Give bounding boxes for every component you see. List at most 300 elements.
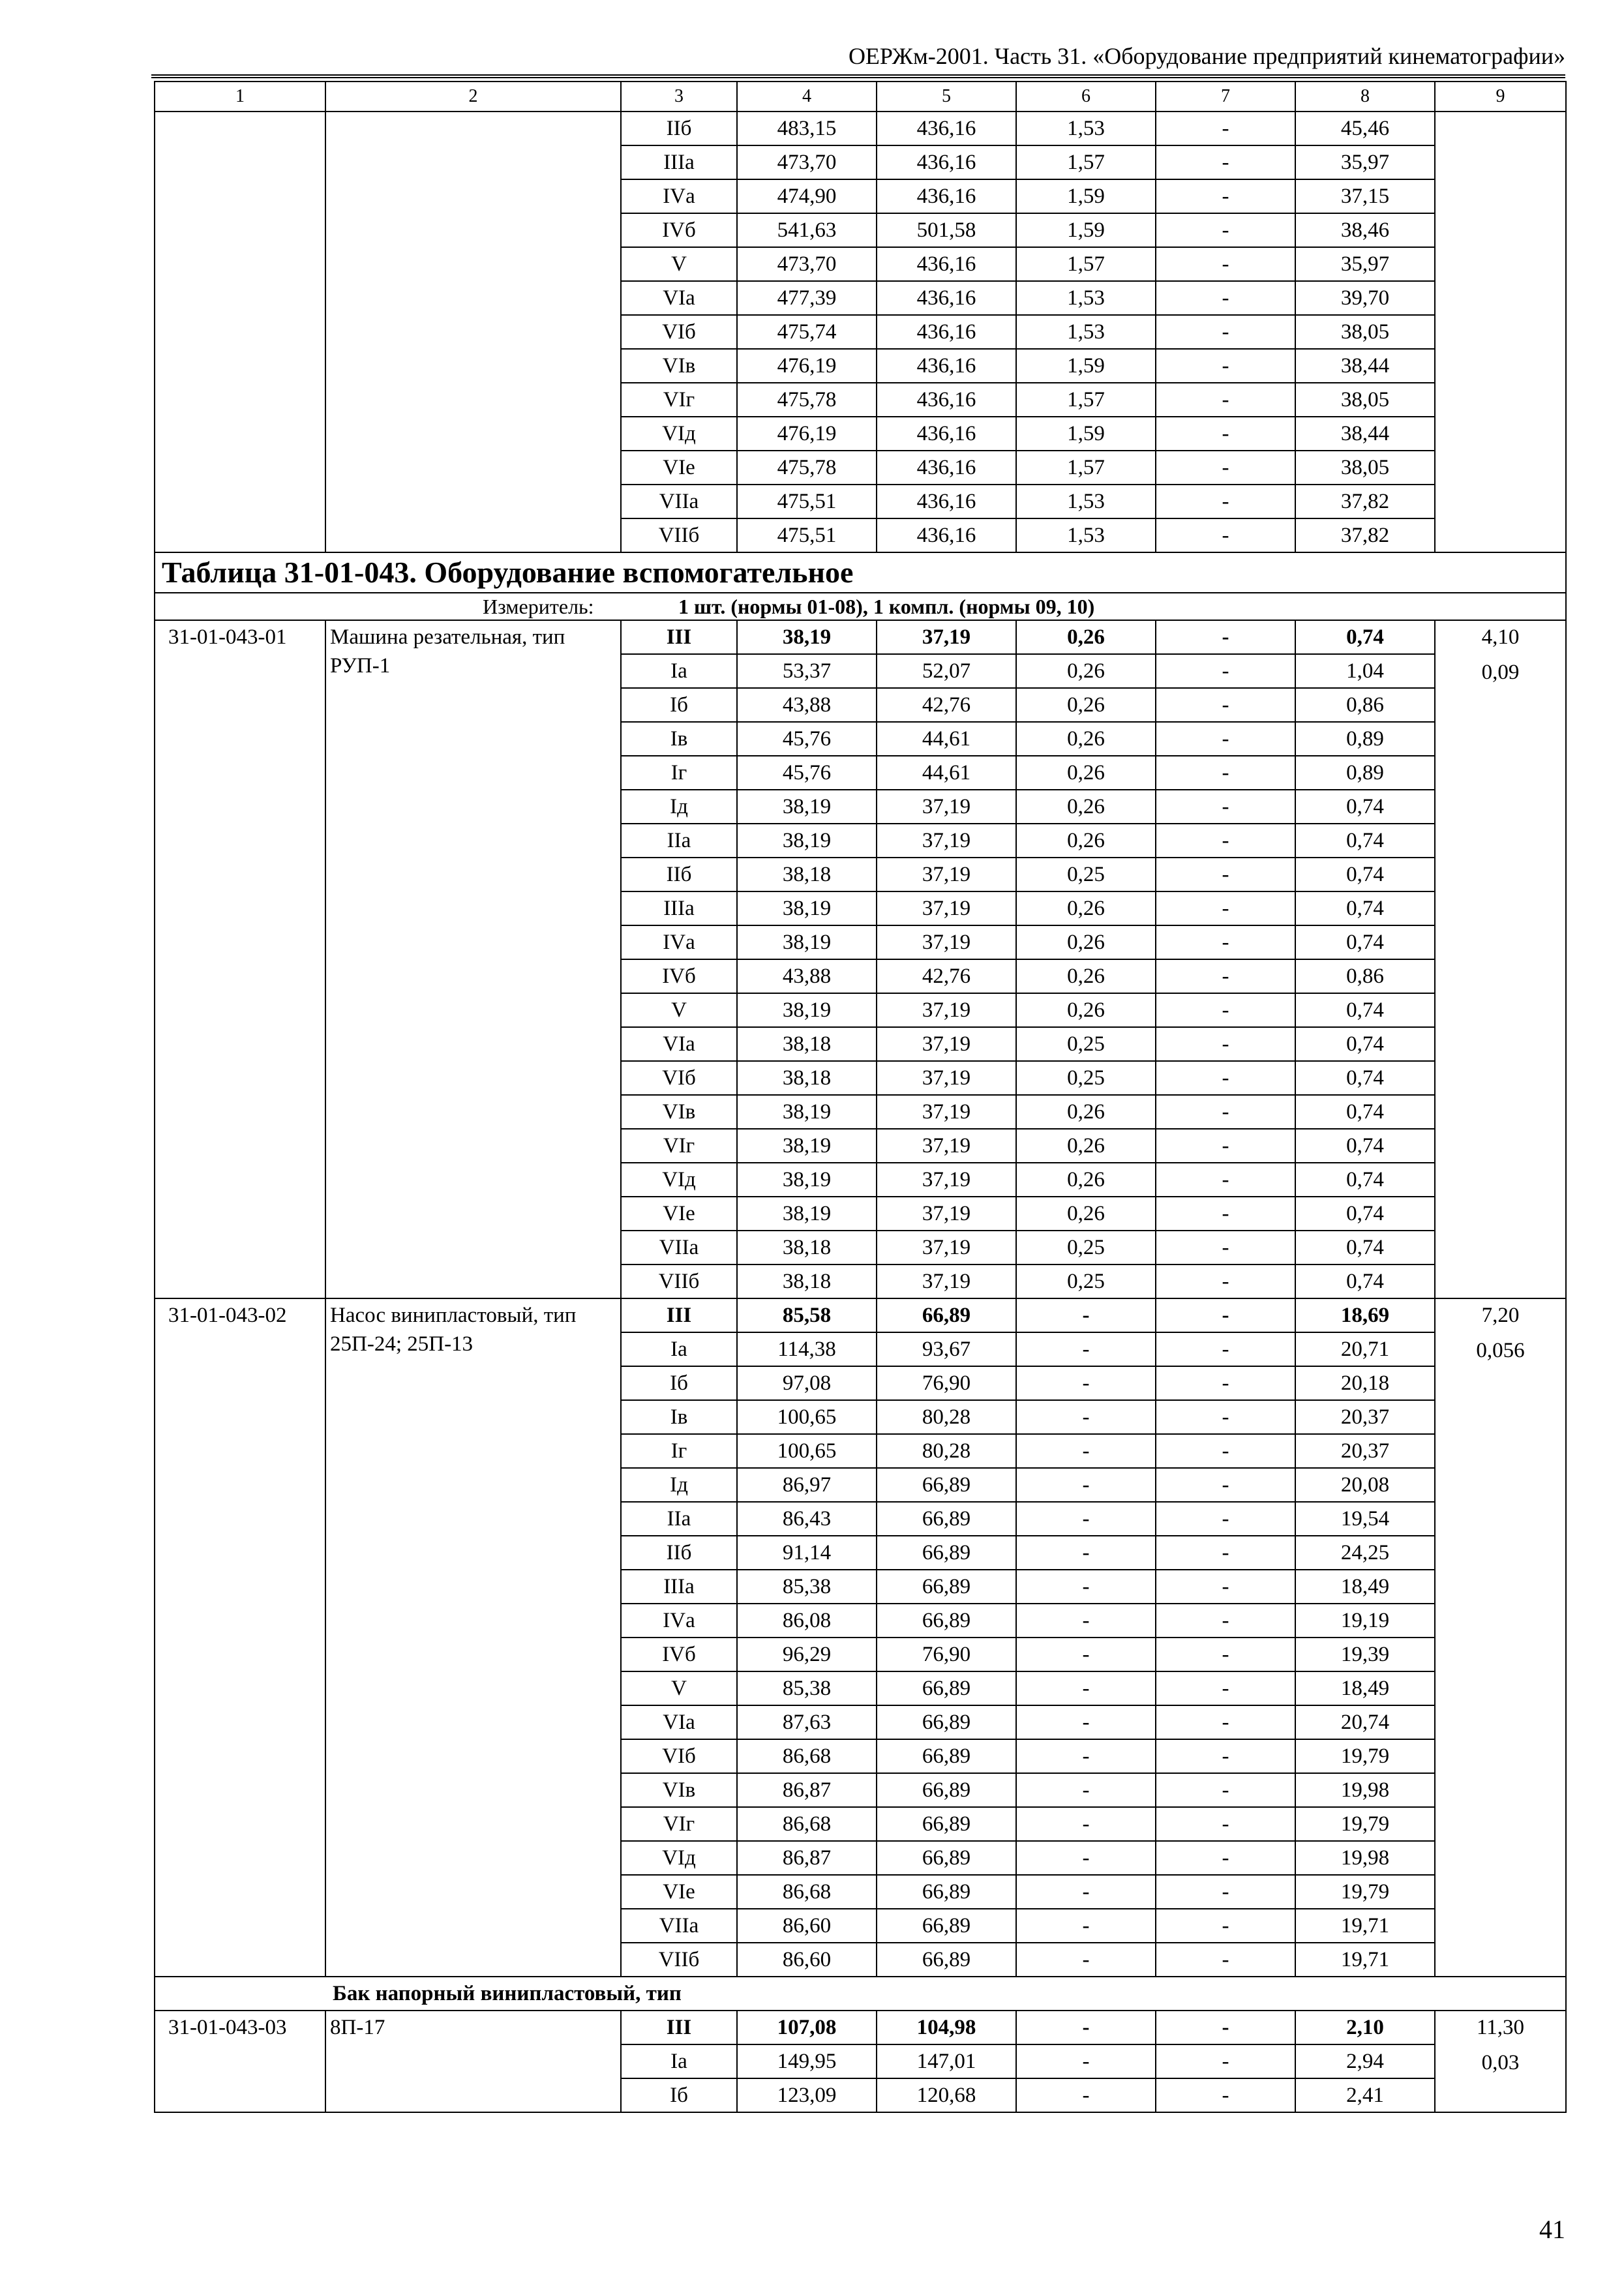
table-cell: 38,19 (737, 1163, 877, 1197)
table-cell: 475,78 (737, 383, 877, 417)
table-cell: 37,19 (877, 891, 1016, 925)
table-cell: 38,19 (737, 790, 877, 824)
table-cell: 45,46 (1295, 112, 1435, 145)
table-cell: Iд (621, 1468, 737, 1502)
table-cell: 38,19 (737, 891, 877, 925)
table-cell: 0,74 (1295, 1027, 1435, 1061)
table-cell: 85,38 (737, 1671, 877, 1705)
table-cell: 1,59 (1016, 349, 1156, 383)
table-cell: 436,16 (877, 179, 1016, 213)
table-cell: 20,37 (1295, 1434, 1435, 1468)
table-cell: - (1016, 1705, 1156, 1739)
table-cell: 20,71 (1295, 1332, 1435, 1366)
table-row (155, 620, 1566, 654)
table-cell: 1,53 (1016, 315, 1156, 349)
table-cell: - (1156, 1298, 1295, 1332)
table-cell: - (1156, 315, 1295, 349)
table-cell: - (1016, 1909, 1156, 1943)
table-cell: 0,26 (1016, 688, 1156, 722)
table-cell: VIа (621, 1027, 737, 1061)
table-cell: - (1016, 1943, 1156, 1977)
table-cell: VIIа (621, 1909, 737, 1943)
table-cell: 0,74 (1295, 993, 1435, 1027)
table-cell: - (1156, 1604, 1295, 1638)
table-cell: 1,04 (1295, 654, 1435, 688)
table-cell: - (1156, 1332, 1295, 1366)
table-cell: VIг (621, 1807, 737, 1841)
table-cell: 0,74 (1295, 1231, 1435, 1264)
table-cell: 37,19 (877, 1197, 1016, 1231)
page-number: 41 (1539, 2215, 1565, 2244)
table-cell: 0,86 (1295, 959, 1435, 993)
table-cell: 436,16 (877, 145, 1016, 179)
table-cell: VIг (621, 383, 737, 417)
table-cell: - (1016, 1875, 1156, 1909)
table-cell: III (621, 620, 737, 654)
table-cell: 38,44 (1295, 349, 1435, 383)
table-cell: - (1156, 1943, 1295, 1977)
table-cell: - (1156, 620, 1295, 654)
table-cell: Iг (621, 1434, 737, 1468)
table-cell: 19,54 (1295, 1502, 1435, 1536)
table-cell: - (1156, 1705, 1295, 1739)
table-cell: - (1156, 1536, 1295, 1570)
column-9-value: 0,09 (1481, 661, 1520, 684)
table-cell: - (1156, 654, 1295, 688)
table-cell: 38,18 (737, 1264, 877, 1298)
table-cell: - (1156, 722, 1295, 756)
column-number: 5 (877, 82, 1016, 112)
table-cell: VIв (621, 1773, 737, 1807)
table-cell: 37,19 (877, 993, 1016, 1027)
table-cell: Iб (621, 1366, 737, 1400)
table-cell: 0,26 (1016, 620, 1156, 654)
table-cell: 436,16 (877, 247, 1016, 281)
table-cell: 45,76 (737, 756, 877, 790)
table-cell: - (1156, 1875, 1295, 1909)
table-cell: 104,98 (877, 2011, 1016, 2044)
table-cell: 66,89 (877, 1671, 1016, 1705)
table-cell: VIд (621, 1163, 737, 1197)
table-cell: - (1156, 518, 1295, 552)
table-cell: - (1156, 1841, 1295, 1875)
table-cell: 86,97 (737, 1468, 877, 1502)
table-cell: 66,89 (877, 1909, 1016, 1943)
table-cell: - (1156, 1570, 1295, 1604)
table-cell: 35,97 (1295, 145, 1435, 179)
table-cell: 120,68 (877, 2078, 1016, 2112)
table-cell: IVб (621, 959, 737, 993)
rate-name: Машина резательная, тип РУП-1 (325, 620, 621, 1298)
table-cell: 86,60 (737, 1943, 877, 1977)
table-cell: IIа (621, 1502, 737, 1536)
table-cell: V (621, 1671, 737, 1705)
empty-name-cell (325, 112, 621, 552)
table-cell: VIг (621, 1129, 737, 1163)
table-row (155, 1298, 1566, 1332)
column-number: 9 (1435, 82, 1566, 112)
table-cell: - (1016, 1366, 1156, 1400)
table-cell: - (1156, 145, 1295, 179)
table-cell: 475,74 (737, 315, 877, 349)
table-cell: VIд (621, 417, 737, 451)
table-cell: VIIа (621, 485, 737, 518)
table-cell: 38,19 (737, 1095, 877, 1129)
column-number-row (155, 82, 1566, 112)
empty-code-cell (155, 112, 325, 552)
table-cell: 52,07 (877, 654, 1016, 688)
table-cell: 473,70 (737, 247, 877, 281)
rate-code: 31-01-043-03 (155, 2011, 325, 2112)
table-cell: 0,25 (1016, 858, 1156, 891)
table-cell: 0,25 (1016, 1061, 1156, 1095)
table-cell: - (1016, 1671, 1156, 1705)
table-cell: 0,25 (1016, 1264, 1156, 1298)
table-cell: 0,74 (1295, 858, 1435, 891)
table-cell: - (1016, 2011, 1156, 2044)
table-cell: 86,87 (737, 1841, 877, 1875)
column-9-value: 0,056 (1476, 1339, 1525, 1362)
table-cell: 86,68 (737, 1875, 877, 1909)
table-cell: 1,59 (1016, 417, 1156, 451)
table-cell: 42,76 (877, 959, 1016, 993)
column-9-value: 7,20 (1481, 1304, 1520, 1327)
table-cell: - (1016, 1841, 1156, 1875)
table-cell: 39,70 (1295, 281, 1435, 315)
table-cell: IVа (621, 1604, 737, 1638)
table-cell: - (1156, 1807, 1295, 1841)
header-rule (151, 77, 1565, 78)
table-cell: - (1016, 1570, 1156, 1604)
table-cell: - (1016, 1739, 1156, 1773)
table-cell: 66,89 (877, 1705, 1016, 1739)
table-cell: - (1156, 858, 1295, 891)
table-cell: - (1156, 790, 1295, 824)
table-cell: 436,16 (877, 112, 1016, 145)
table-cell: 86,68 (737, 1739, 877, 1773)
table-cell: - (1156, 1129, 1295, 1163)
table-cell: 86,68 (737, 1807, 877, 1841)
table-cell: 0,74 (1295, 1264, 1435, 1298)
table-cell: 19,98 (1295, 1773, 1435, 1807)
column-number: 3 (621, 82, 737, 112)
table-cell: 18,49 (1295, 1570, 1435, 1604)
table-cell: 91,14 (737, 1536, 877, 1570)
table-cell: 0,86 (1295, 688, 1435, 722)
table-cell: 0,74 (1295, 1197, 1435, 1231)
table-cell: 97,08 (737, 1366, 877, 1400)
table-cell: 1,57 (1016, 145, 1156, 179)
table-cell: 66,89 (877, 1943, 1016, 1977)
table-cell: 0,26 (1016, 722, 1156, 756)
table-cell: 436,16 (877, 315, 1016, 349)
table-cell: 1,59 (1016, 179, 1156, 213)
subheading-cell (155, 1977, 1566, 2011)
table-cell: 0,74 (1295, 1163, 1435, 1197)
table-cell: - (1156, 1638, 1295, 1671)
table-cell: 44,61 (877, 722, 1016, 756)
table-cell: 24,25 (1295, 1536, 1435, 1570)
table-cell: - (1156, 213, 1295, 247)
table-cell: 147,01 (877, 2044, 1016, 2078)
table-cell: - (1156, 1197, 1295, 1231)
table-cell: - (1156, 417, 1295, 451)
table-cell: 43,88 (737, 688, 877, 722)
table-cell: 436,16 (877, 349, 1016, 383)
measure-row (155, 593, 1566, 620)
table-cell: 474,90 (737, 179, 877, 213)
table-cell: 0,74 (1295, 925, 1435, 959)
table-cell: IIб (621, 112, 737, 145)
table-cell: 20,18 (1295, 1366, 1435, 1400)
table-cell: 86,60 (737, 1909, 877, 1943)
table-cell: 0,25 (1016, 1231, 1156, 1264)
rate-code: 31-01-043-02 (155, 1298, 325, 1977)
table-cell: 475,51 (737, 518, 877, 552)
table-cell: VIе (621, 451, 737, 485)
table-cell: VIд (621, 1841, 737, 1875)
table-cell: 93,67 (877, 1332, 1016, 1366)
table-cell: III (621, 1298, 737, 1332)
table-cell: Iв (621, 722, 737, 756)
table-cell: 0,74 (1295, 824, 1435, 858)
column-9-value: 4,10 (1481, 625, 1520, 649)
table-cell: IIIа (621, 145, 737, 179)
column-number: 8 (1295, 82, 1435, 112)
table-cell: - (1016, 2044, 1156, 2078)
table-cell: 66,89 (877, 1502, 1016, 1536)
table-cell: Iд (621, 790, 737, 824)
table-cell: 66,89 (877, 1739, 1016, 1773)
table-cell: VIв (621, 1095, 737, 1129)
table-cell: 0,26 (1016, 654, 1156, 688)
table-cell: - (1156, 1231, 1295, 1264)
table-cell: 38,18 (737, 1027, 877, 1061)
table-cell: 96,29 (737, 1638, 877, 1671)
table-cell: Iб (621, 688, 737, 722)
table-cell: Iг (621, 756, 737, 790)
table-cell: 37,19 (877, 858, 1016, 891)
table-cell: - (1156, 959, 1295, 993)
table-cell: 0,74 (1295, 1061, 1435, 1095)
table-cell: 436,16 (877, 383, 1016, 417)
table-cell: IIIа (621, 891, 737, 925)
table-cell: 436,16 (877, 485, 1016, 518)
table-cell: - (1156, 925, 1295, 959)
table-cell: - (1016, 1536, 1156, 1570)
table-cell: - (1156, 1027, 1295, 1061)
subheading-row (155, 1977, 1566, 2011)
column-number: 1 (155, 82, 325, 112)
table-cell: - (1156, 1366, 1295, 1400)
table-cell: - (1156, 1739, 1295, 1773)
column-number: 2 (325, 82, 621, 112)
table-cell: 0,74 (1295, 891, 1435, 925)
table-cell: - (1156, 688, 1295, 722)
table-cell: 1,57 (1016, 383, 1156, 417)
table-cell: - (1156, 451, 1295, 485)
table-cell: V (621, 247, 737, 281)
table-cell: - (1156, 1773, 1295, 1807)
subheading: Бак напорный винипластовый, тип (333, 1982, 682, 2005)
table-cell: 38,18 (737, 1061, 877, 1095)
table-cell: 0,89 (1295, 756, 1435, 790)
table-cell: 66,89 (877, 1841, 1016, 1875)
table-cell: 37,19 (877, 1264, 1016, 1298)
table-cell: - (1016, 1332, 1156, 1366)
table-cell: - (1156, 2078, 1295, 2112)
table-cell: 19,79 (1295, 1807, 1435, 1841)
table-cell: 0,26 (1016, 824, 1156, 858)
table-cell: 37,19 (877, 1095, 1016, 1129)
table-cell: - (1016, 2078, 1156, 2112)
table-cell: 38,05 (1295, 383, 1435, 417)
table-cell: 37,19 (877, 790, 1016, 824)
table-cell: 436,16 (877, 518, 1016, 552)
table-cell: 0,74 (1295, 620, 1435, 654)
table-cell: 1,57 (1016, 247, 1156, 281)
table-cell: 436,16 (877, 281, 1016, 315)
table-cell: - (1016, 1638, 1156, 1671)
table-cell: - (1156, 179, 1295, 213)
running-header: ОЕРЖм-2001. Часть 31. «Оборудование предприятий кинематографии» (151, 38, 1565, 76)
column-9-values (1435, 2011, 1566, 2112)
table-cell: IVа (621, 925, 737, 959)
table-cell: 2,41 (1295, 2078, 1435, 2112)
column-9-values (1435, 620, 1566, 1298)
table-cell: - (1156, 383, 1295, 417)
table-cell: 37,19 (877, 824, 1016, 858)
table-cell: 38,19 (737, 993, 877, 1027)
table-cell: 2,10 (1295, 2011, 1435, 2044)
table-cell: 37,82 (1295, 485, 1435, 518)
table-cell: 501,58 (877, 213, 1016, 247)
table-cell: 85,38 (737, 1570, 877, 1604)
table-cell: 20,37 (1295, 1400, 1435, 1434)
table-cell: 66,89 (877, 1536, 1016, 1570)
table-cell: 86,08 (737, 1604, 877, 1638)
table-cell: - (1156, 1909, 1295, 1943)
table-cell: 66,89 (877, 1604, 1016, 1638)
table-cell: 66,89 (877, 1773, 1016, 1807)
table-cell: - (1016, 1807, 1156, 1841)
table-cell: 436,16 (877, 417, 1016, 451)
table-cell: - (1016, 1773, 1156, 1807)
rate-name: 8П-17 (325, 2011, 621, 2112)
table-cell: 66,89 (877, 1875, 1016, 1909)
table-cell: IIб (621, 1536, 737, 1570)
table-cell: - (1156, 1502, 1295, 1536)
table-cell: 37,19 (877, 1061, 1016, 1095)
table-cell: - (1156, 1671, 1295, 1705)
table-cell: IIб (621, 858, 737, 891)
column-number: 7 (1156, 82, 1295, 112)
table-cell: IVа (621, 179, 737, 213)
table-cell: 0,74 (1295, 1095, 1435, 1129)
table-cell: 476,19 (737, 349, 877, 383)
table-cell: 0,74 (1295, 1129, 1435, 1163)
table-cell: Iа (621, 1332, 737, 1366)
table-cell: 66,89 (877, 1298, 1016, 1332)
table-cell: - (1156, 993, 1295, 1027)
table-cell: VIIа (621, 1231, 737, 1264)
table-cell: 0,25 (1016, 1027, 1156, 1061)
table-cell: 66,89 (877, 1468, 1016, 1502)
table-cell: 35,97 (1295, 247, 1435, 281)
table-cell: - (1156, 349, 1295, 383)
rates-table (154, 81, 1567, 2113)
table-cell: 18,69 (1295, 1298, 1435, 1332)
table-row (155, 2011, 1566, 2044)
table-cell: 483,15 (737, 112, 877, 145)
table-cell: Iа (621, 2044, 737, 2078)
table-cell: 0,26 (1016, 756, 1156, 790)
table-cell: 2,94 (1295, 2044, 1435, 2078)
table-cell: 0,26 (1016, 1095, 1156, 1129)
table-cell: 114,38 (737, 1332, 877, 1366)
table-cell: 19,19 (1295, 1604, 1435, 1638)
table-cell: VIв (621, 349, 737, 383)
table-cell: - (1156, 1061, 1295, 1095)
table-cell: 476,19 (737, 417, 877, 451)
table-cell: - (1156, 2044, 1295, 2078)
table-cell: 38,18 (737, 1231, 877, 1264)
table-row (155, 112, 1566, 145)
table-cell: 19,71 (1295, 1909, 1435, 1943)
table-cell: - (1156, 1468, 1295, 1502)
table-cell: 473,70 (737, 145, 877, 179)
table-cell: 1,57 (1016, 451, 1156, 485)
table-cell: - (1016, 1298, 1156, 1332)
table-cell: 38,46 (1295, 213, 1435, 247)
table-cell: - (1156, 281, 1295, 315)
table-cell: III (621, 2011, 737, 2044)
table-cell: 37,15 (1295, 179, 1435, 213)
table-cell: IVб (621, 1638, 737, 1671)
table-cell: 38,19 (737, 1197, 877, 1231)
table-cell: VIIб (621, 1264, 737, 1298)
table-cell: 0,26 (1016, 1197, 1156, 1231)
measure-label: Измеритель: (483, 595, 594, 618)
table-cell: 1,53 (1016, 112, 1156, 145)
table-cell: - (1016, 1502, 1156, 1536)
table-cell: 38,05 (1295, 315, 1435, 349)
table-cell: 38,18 (737, 858, 877, 891)
table-cell: 541,63 (737, 213, 877, 247)
table-cell: 85,58 (737, 1298, 877, 1332)
table-cell: 80,28 (877, 1400, 1016, 1434)
table-cell: 86,87 (737, 1773, 877, 1807)
table-cell: - (1156, 1095, 1295, 1129)
table-cell: 38,19 (737, 620, 877, 654)
rate-name: Насос винипластовый, тип 25П-24; 25П-13 (325, 1298, 621, 1977)
table-cell: 123,09 (737, 2078, 877, 2112)
table-cell: VIе (621, 1875, 737, 1909)
table-cell: - (1156, 891, 1295, 925)
table-cell: 0,26 (1016, 959, 1156, 993)
table-cell: 20,08 (1295, 1468, 1435, 1502)
table-cell: 80,28 (877, 1434, 1016, 1468)
table-cell: - (1156, 756, 1295, 790)
table-cell: 477,39 (737, 281, 877, 315)
table-cell: 100,65 (737, 1434, 877, 1468)
table-cell: 20,74 (1295, 1705, 1435, 1739)
table-cell: V (621, 993, 737, 1027)
table-cell: VIа (621, 1705, 737, 1739)
table-cell: - (1016, 1468, 1156, 1502)
table-cell: VIб (621, 1061, 737, 1095)
table-cell: 0,26 (1016, 1163, 1156, 1197)
